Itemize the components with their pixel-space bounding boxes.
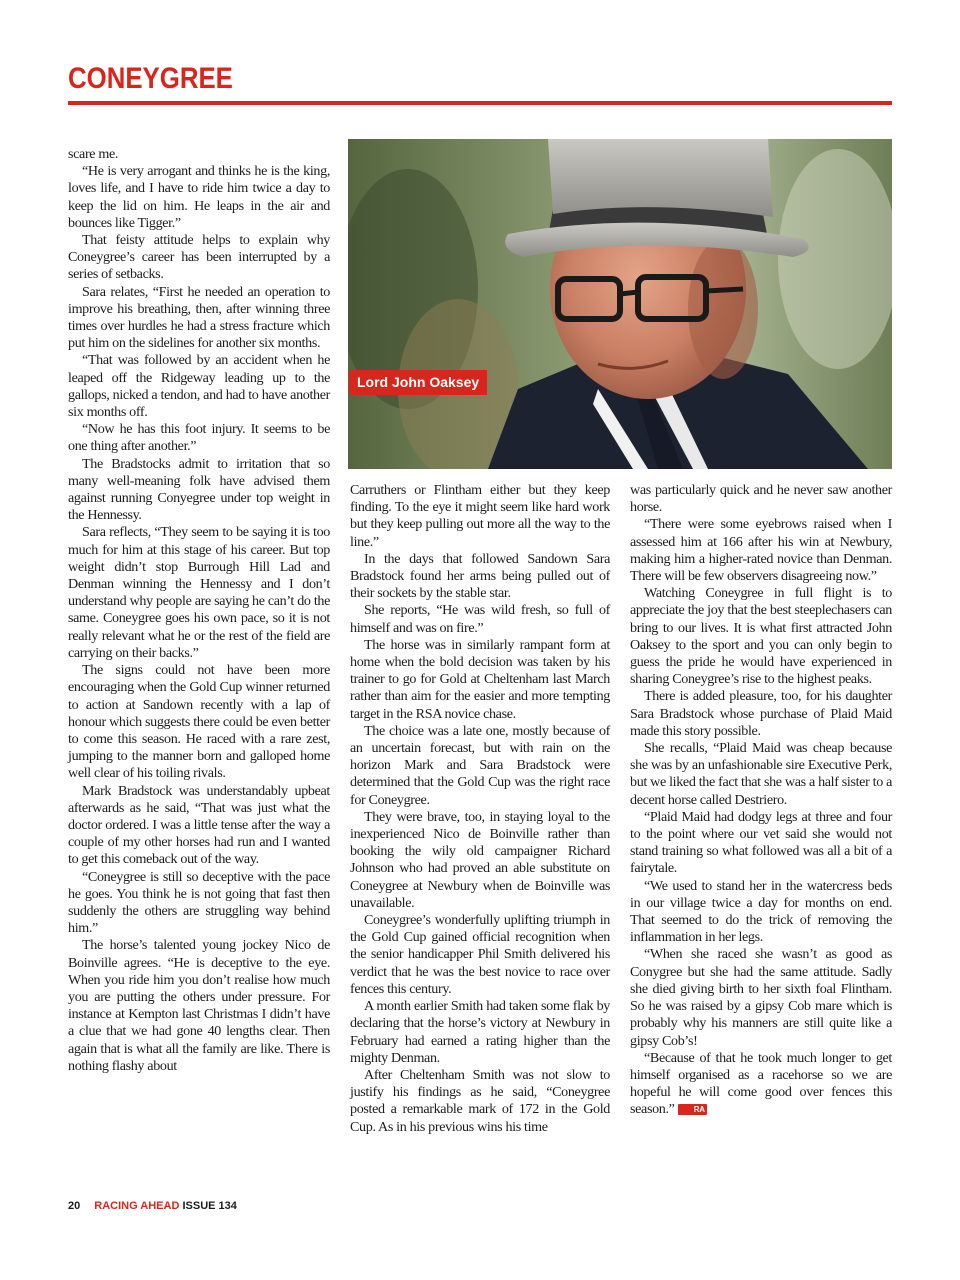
paragraph: “Coneygree is still so deceptive with the pace he goes. You think he is not going that fast then suddenly the others are struggling way behind him.” — [68, 868, 330, 937]
article-column-3 — [630, 482, 892, 1119]
section-title: CONEYGREE — [68, 62, 233, 95]
paragraph: The choice was a late one, mostly because of an uncertain forecast, but with rain on the horizon Mark and Sara Bradstock were determined that the Gold Cup was the right race for Coneygree. — [350, 722, 610, 808]
paragraph: Sara relates, “First he needed an operation to improve his breathing, then, after winning three times over hurdles he had a stress fracture which put him on the sidelines for another six months. — [68, 283, 330, 352]
paragraph: She recalls, “Plaid Maid was cheap because she was by an unfashionable sire Executive Perk, but we liked the fact that she was a half sister to a decent horse called Destriero. — [630, 740, 892, 808]
article-column-1 — [68, 146, 330, 1075]
paragraph: The signs could not have been more encouraging when the Gold Cup winner returned to action at Sandown recently with a lap of honour which suggests there could be even better to come this season. He raced with a rare zest, jumping to the manner born and galloped home well clear of his toiling rivals. — [68, 662, 330, 782]
paragraph: Coneygree’s wonderfully uplifting triumph in the Gold Cup gained official recognition when the senior handicapper Phil Smith delivered his verdict that he was the best novice to race over fences this century. — [350, 912, 610, 997]
paragraph: The horse’s talented young jockey Nico de Boinville agrees. “He is deceptive to the eye. When you ride him you don’t realise how much you are putting the others under pressure. For instance at Kempton last Christmas I didn’t have a clue that we had gone 40 lengths clear. Then again that is what all the family are like. There is nothing flashy about — [68, 937, 330, 1074]
photo-caption: Lord John Oaksey — [349, 370, 487, 395]
header-rule — [68, 101, 892, 105]
paragraph: There is added pleasure, too, for his daughter Sara Bradstock whose purchase of Plaid Maid made this story possible. — [630, 688, 892, 739]
paragraph: They were brave, too, in staying loyal to the inexperienced Nico de Boinville rather than booking the wily old campaigner Richard Johnson who had proved an able substitute on Coneygree at Newbury when de Boinville was unavailable. — [350, 808, 610, 911]
end-mark-logo: RA — [678, 1104, 707, 1115]
paragraph: Sara reflects, “They seem to be saying it is too much for him at this stage of his career. But top weight didn’t stop Burrough Hill Lad and Denman winning the Hennessy and I don’t understand why people are saying he can’t do the same. Coneygree goes his own pace, so it is not really relevant what he or the rest of the field are carrying on their backs.” — [68, 524, 330, 661]
paragraph: The horse was in similarly rampant form at home when the bold decision was taken by his trainer to go for Gold at Cheltenham last March rather than aim for the easier and more tempting target in the RSA novice chase. — [350, 636, 610, 722]
paragraph: “We used to stand her in the watercress beds in our village twice a day for months on end. That seemed to do the trick of removing the inflammation in her legs. — [630, 877, 892, 946]
paragraph: Carruthers or Flintham either but they keep finding. To the eye it might seem like hard work but they keep pulling out more all the way to the line.” — [350, 482, 610, 550]
paragraph: “That was followed by an accident when he leaped off the Ridgeway leading up to the gallops, nicked a tendon, and had to have another six months off. — [68, 352, 330, 421]
paragraph: “When she raced she wasn’t as good as Conygree but she had the same attitude. Sadly she died giving birth to her sixth foal Flintham. So he was raised by a gipsy Cob mare which is probably why his manners are still quite like a gipsy Cob’s! — [630, 946, 892, 1049]
page-footer — [68, 1200, 237, 1212]
paragraph: That feisty attitude helps to explain why Coneygree’s career has been interrupted by a series of setbacks. — [68, 232, 330, 283]
paragraph: scare me. — [68, 146, 119, 162]
paragraph: She reports, “He was wild fresh, so full of himself and was on fire.” — [350, 602, 610, 636]
paragraph: The Bradstocks admit to irritation that so many well-meaning folk have advised them against running Conyegree under top weight in the Hennessy. — [68, 455, 330, 524]
paragraph: A month earlier Smith had taken some flak by declaring that the horse’s victory at Newbury in February had earned a rating higher than the mighty Denman. — [350, 998, 610, 1066]
issue-number: ISSUE 134 — [182, 1200, 237, 1212]
paragraph: “Because of that he took much longer to get himself organised as a racehorse so we are hopeful he will come good over fences this season.” RA — [630, 1049, 892, 1118]
publication-name: RACING AHEAD — [94, 1200, 180, 1212]
article-column-2 — [350, 482, 610, 1136]
photo-lord-john-oaksey — [348, 139, 892, 469]
paragraph: was particularly quick and he never saw another horse. — [630, 482, 892, 516]
paragraph: Mark Bradstock was understandably upbeat afterwards as he said, “That was just what the doctor ordered. I was a little tense after the way a couple of my other horses had run and I wanted to get this comeback out of the way. — [68, 782, 330, 868]
paragraph: After Cheltenham Smith was not slow to justify his findings as he said, “Coneygree posted a remarkable mark of 172 in the Gold Cup. As in his previous wins his time — [350, 1066, 610, 1135]
page-number: 20 — [68, 1200, 81, 1212]
paragraph: In the days that followed Sandown Sara Bradstock found her arms being pulled out of their sockets by the stable star. — [350, 550, 610, 602]
paragraph: “There were some eyebrows raised when I assessed him at 166 after his win at Newbury, making him a higher-rated novice than Denman. There will be few observers disagreeing now.” — [630, 516, 892, 585]
paragraph: “Now he has this foot injury. It seems to be one thing after another.” — [68, 421, 330, 455]
paragraph: “Plaid Maid had dodgy legs at three and four to the point where our vet said she would not stand training so what followed was all a bit of a fairytale. — [630, 808, 892, 877]
paragraph: “He is very arrogant and thinks he is the king, loves life, and I have to ride him twice a day to keep the lid on him. He leaps in the air and bounces like Tigger.” — [68, 163, 330, 231]
paragraph: Watching Coneygree in full flight is to appreciate the joy that the best steeplechasers can bring to our lives. It is what first attracted John Oaksey to the sport and you can only begin to guess the pride he would have experienced in sharing Coneygree’s rise to the highest peaks. — [630, 585, 892, 688]
